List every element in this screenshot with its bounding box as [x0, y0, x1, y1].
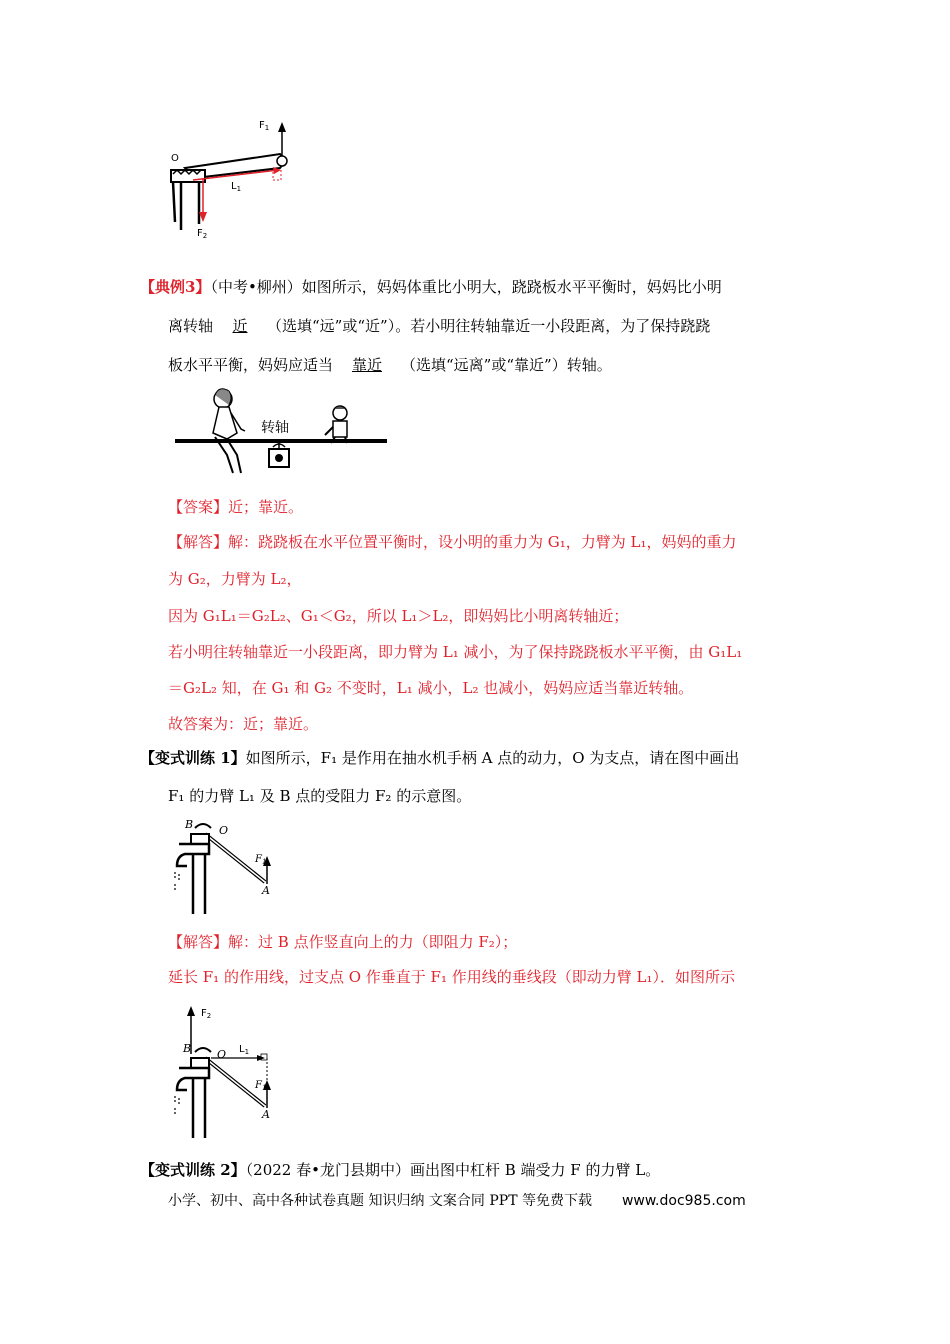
training1-question-line1: 【变式训练 1】如图所示，F₁ 是作用在抽水机手柄 A 点的动力，O 为支点，请在图中画出 — [140, 749, 740, 767]
example3-solution-line1: 【解答】解：跷跷板在水平位置平衡时，设小明的重力为 G₁，力臂为 L₁，妈妈的重力 — [168, 533, 737, 551]
seesaw-figure — [175, 383, 390, 483]
footer-site-link[interactable]: www.doc985.com — [621, 1193, 746, 1209]
example3-answer-blank-2: 靠近 — [352, 356, 383, 374]
f2-label: $F_2$ — [197, 228, 208, 240]
o-label: O — [219, 824, 229, 837]
example3-question-line3: 板水平平衡，妈妈应适当 靠近 （选填“远离”或“靠近”）转轴。 — [168, 356, 612, 374]
example3-question-line2: 离转轴 近 （选填“远”或“近”）。若小明往转轴靠近一小段距离，为了保持跷跷 — [168, 317, 711, 335]
training1-solution-line1: 【解答】解：过 B 点作竖直向上的力（即阻力 F₂）； — [168, 933, 518, 951]
page-footer — [168, 1191, 746, 1211]
training2-question: 【变式训练 2】（2022 春•龙门县期中）画出图中杠杆 B 端受力 F 的力臂 L。 — [140, 1161, 661, 1179]
lever-figure — [165, 112, 300, 242]
f1-label: $F_1$ — [255, 854, 267, 866]
example3-question-line1: 【典例3】（中考•柳州）如图所示，妈妈体重比小明大，跷跷板水平平衡时，妈妈比小明 — [140, 278, 722, 296]
f1-label: $F_1$ — [259, 120, 270, 132]
answer-tag: 【答案】 — [168, 498, 229, 516]
b-label: B — [183, 1042, 192, 1055]
a-label: A — [262, 1108, 270, 1121]
example3-source: （中考•柳州） — [210, 278, 302, 296]
example3-answer: 【答案】近；靠近。 — [168, 498, 304, 516]
example3-tag: 【典例3】 — [140, 278, 211, 296]
pump-answer-figure — [165, 1002, 285, 1142]
training2-tag: 【变式训练 2】 — [140, 1161, 246, 1179]
footer-text: 小学、初中、高中各种试卷真题 知识归纳 文案合同 PPT 等免费下载 — [168, 1193, 592, 1209]
example3-solution-line6: 故答案为：近；靠近。 — [168, 715, 319, 733]
example3-solution-line4: 若小明往转轴靠近一小段距离，即力臂为 L₁ 减小，为了保持跷跷板水平平衡，由 G₁L₁ — [168, 643, 743, 661]
solution-tag: 【解答】 — [168, 533, 229, 551]
b-label: B — [185, 818, 194, 831]
pump-figure — [165, 812, 280, 917]
l1-label: $L_1$ — [231, 181, 242, 193]
a-label: A — [262, 884, 270, 897]
example3-answer-blank-1: 近 — [232, 317, 248, 335]
pivot-label: 转轴 — [261, 420, 289, 436]
o-label: O — [171, 153, 179, 164]
o-label: O — [217, 1048, 227, 1061]
solution-tag: 【解答】 — [168, 933, 229, 951]
f2-label: $F_2$ — [201, 1008, 212, 1020]
example3-solution-line3: 因为 G₁L₁＝G₂L₂、G₁＜G₂，所以 L₁＞L₂，即妈妈比小明离转轴近； — [168, 607, 629, 625]
l1-label: $L_1$ — [239, 1044, 250, 1056]
training1-solution-line2: 延长 F₁ 的作用线，过支点 O 作垂直于 F₁ 作用线的垂线段（即动力臂 L₁）．如图所示 — [168, 968, 735, 986]
example3-solution-line5: ＝G₂L₂ 知，在 G₁ 和 G₂ 不变时，L₁ 减小，L₂ 也减小，妈妈应适当靠近转轴。 — [168, 679, 694, 697]
f1-label: $F_1$ — [255, 1080, 267, 1092]
training1-tag: 【变式训练 1】 — [140, 749, 246, 767]
training1-question-line2: F₁ 的力臂 L₁ 及 B 点的受阻力 F₂ 的示意图。 — [168, 787, 472, 805]
example3-solution-line2: 为 G₂，力臂为 L₂， — [168, 570, 302, 588]
